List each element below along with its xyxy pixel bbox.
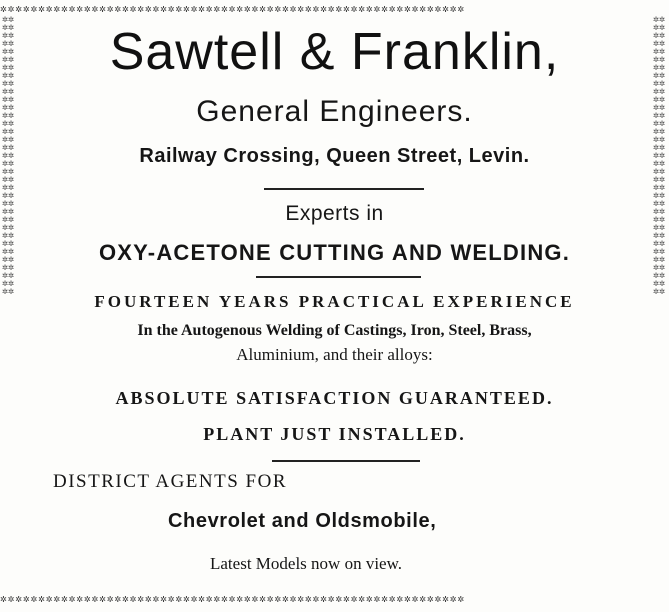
divider-rule: [256, 276, 421, 278]
experience-line: FOURTEEN YEARS PRACTICAL EXPERIENCE: [94, 292, 575, 311]
ornamental-border-bottom: ✲✲✲✲✲✲✲✲✲✲✲✲✲✲✲✲✲✲✲✲✲✲✲✲✲✲✲✲✲✲✲✲✲✲✲✲✲✲✲✲✲✲✲✲✲✲✲✲✲✲✲✲✲✲✲✲✲✲✲✲✲: [0, 592, 465, 605]
models-line: Latest Models now on view.: [210, 554, 403, 573]
agents-line: DISTRICT AGENTS FOR: [53, 471, 288, 492]
metals-line: Aluminium, and their alloys:: [236, 345, 433, 364]
specialty-heading: OXY-ACETONE CUTTING AND WELDING.: [98, 240, 571, 265]
experts-heading: Experts in: [285, 202, 384, 225]
company-description: General Engineers.: [196, 95, 473, 128]
brands-line: Chevrolet and Oldsmobile,: [168, 510, 437, 532]
company-address: Railway Crossing, Queen Street, Levin.: [139, 145, 530, 167]
divider-rule: [264, 188, 424, 190]
ornamental-border-left: ✲✲✲✲✲✲✲✲✲✲✲✲✲✲✲✲✲✲✲✲✲✲✲✲✲✲✲✲✲✲✲✲✲✲✲✲✲✲✲✲✲✲✲✲✲✲✲✲✲✲✲✲✲✲✲✲✲✲✲✲✲✲✲✲✲✲✲✲✲✲: [2, 16, 15, 297]
company-name: Sawtell & Franklin,: [109, 23, 560, 81]
welding-services-line: In the Autogenous Welding of Castings, Iron, Steel, Brass,: [137, 322, 532, 339]
ad-content: [18, 0, 651, 612]
guarantee-line: ABSOLUTE SATISFACTION GUARANTEED.: [115, 388, 554, 408]
plant-line: PLANT JUST INSTALLED.: [203, 424, 466, 444]
ornamental-border-right: ✲✲✲✲✲✲✲✲✲✲✲✲✲✲✲✲✲✲✲✲✲✲✲✲✲✲✲✲✲✲✲✲✲✲✲✲✲✲✲✲✲✲✲✲✲✲✲✲✲✲✲✲✲✲✲✲✲✲✲✲✲✲✲✲✲✲✲✲✲✲: [653, 16, 666, 297]
ornamental-border-top: ✲✲✲✲✲✲✲✲✲✲✲✲✲✲✲✲✲✲✲✲✲✲✲✲✲✲✲✲✲✲✲✲✲✲✲✲✲✲✲✲✲✲✲✲✲✲✲✲✲✲✲✲✲✲✲✲✲✲✲✲✲: [0, 2, 465, 15]
divider-rule: [272, 460, 420, 462]
